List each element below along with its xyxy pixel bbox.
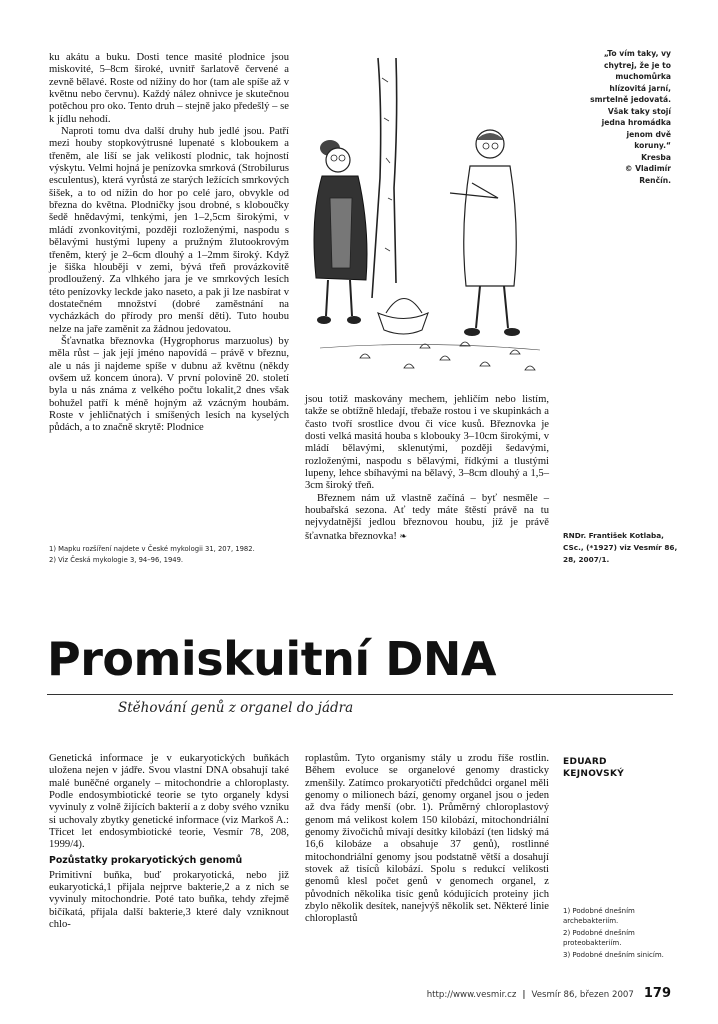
footnote: 2) Viz Česká mykologie 3, 94–96, 1949. <box>49 556 184 564</box>
paragraph: Šťavnatka březnovka (Hygrophorus marzuolus) by měla růst – jak její jméno napovídá – právě v březnu, ale u nás ji najdeme spíše v dubnu až květnu (někdy ovšem už koncem února). V první polovině 20. století byla u nás známa z velkého počtu lokalit,2 dnes však bohužel patří k méně hojným až vzácným houbám. Roste v jehličnatých i smíšených lesích na kyselých půdách, a to značně skrytě: Plodnice <box>49 335 289 434</box>
paragraph: roplastům. Tyto organismy stály u zrodu říše rostlin. Během evoluce se organelové genomy drasticky zmenšily. Zatímco prokaryotičtí předchůdci organel měli genomy o milionech bází, genomy organel jsou o jeden až dva řády menší (obr. 1). Průměrný chloroplastový genom má velikost kolem 150 kilobází, mitochondriální genomy živočichů mívají desítky kilobází (ten lidský má 16,6 kilobáze a obsahuje 37 genů), rostlinné mitochondriální genomy jsou podstatně větší a dosahují stovek až tisíců kilobází. Spolu s redukcí velikosti genomů klesl počet genů v genomech organel, z původních několika tisíc genů kódujících proteiny jich zbylo několik desítek, nanejvýš několik set. Některé linie chloroplastů <box>305 753 549 925</box>
side-note: 1) Podobné dnešním archebakteriím. <box>563 907 635 925</box>
caption-line: jenom dvě <box>626 129 671 139</box>
author-note-line: 28, 2007/1. <box>563 555 610 564</box>
cartoon-drawing <box>300 48 550 388</box>
footer-separator: | <box>522 990 526 1000</box>
paragraph <box>305 493 549 543</box>
article-title: Promiskuitní DNA <box>47 632 496 686</box>
author-note-line: RNDr. František Kotlaba, <box>563 531 664 540</box>
top-column-left <box>49 52 289 435</box>
page-number: 179 <box>643 986 671 1001</box>
caption-line: koruny.“ <box>634 141 671 150</box>
title-rule <box>47 694 673 695</box>
side-notes <box>563 906 673 960</box>
article-column-left <box>49 753 289 931</box>
caption-line: Renčín. <box>639 175 671 185</box>
caption-line: chytrej, že je to <box>604 60 671 70</box>
footer-url[interactable]: http://www.vesmir.cz <box>426 990 517 1000</box>
article-subtitle: Stěhování genů z organel do jádra <box>118 700 354 716</box>
paragraph: jsou totiž maskovány mechem, jehličím nebo listím, takže se obtížně hledají, třebaže rostou i ve skupinkách a často tvoří srostlice dvou či více kusů. Březnovka je dosti velká masitá houba s klobouky 3–10cm širokými, v mládí bělavými, sklenutými, později šedavými, rozloženými, naspodu s bělavými, řídkými a tlustými lupeny, lehce sbíhavými na bělavý, 3–8cm dlouhý a 1,5–3cm široký třeň. <box>305 394 549 492</box>
article-column-middle <box>305 753 549 926</box>
side-note: 2) Podobné dnešním proteobakteriím. <box>563 929 635 947</box>
caption-line: © Vladimír <box>624 164 671 173</box>
cartoon-illustration <box>300 48 550 388</box>
author-last-name: KEJNOVSKÝ <box>563 769 625 779</box>
top-column-middle <box>305 394 549 543</box>
caption-line: smrtelně jedovatá. <box>590 95 671 104</box>
caption-line: hlízovitá jarní, <box>609 83 671 93</box>
author-note-line: CSc., (*1927) viz Vesmír 86, <box>563 543 678 552</box>
paragraph: ku akátu a buku. Dosti tence masité plodnice jsou miskovité, 5–8cm široké, uvnitř šarlatově červené a zevně bělavé. Roste od nížiny do hor (tam ale spíše až v květnu nebo červnu). Každý nález ohnivce je skutečnou potěchou pro oko. Tento druh – stejně jako předešlý – se k jídlu nehodí. <box>49 52 289 125</box>
footnote: 1) Mapku rozšíření najdete v České mykologii 31, 207, 1982. <box>49 545 255 553</box>
paragraph: Naproti tomu dva další druhy hub jedlé jsou. Patří mezi houby stopkovýtrusné lupenaté s kloboukem a třeněm, ale liší se jak velikostí plodnic, tak hojností výskytu. Velmi hojná je penízovka smrková (Strobilurus esculentus), která vyrůstá ze starých ležících smrkových šišek, a to od nížin do hor po celé jaro, obvykle od března do května. Plodničky jsou drobné, s kloboučky šedě hnědavými, tenkými, jen 1–2,5cm širokými, v mládí zvonkovitými, později rozloženými, naspodu s bělavými hustými lupeny a pružným žlutookrovým třeněm, který je 2–6cm dlouhý a 1–2mm široký. Když je šiška hlouběji v zemi, bývá třeň provázkovitě prodloužený. Za vlhkého jara je ve smrkových lesích této penízovky leckde jako naseto, a pak ji lze nasbírat v dostatečném množství (dobré zaměstnání na vycházkách do přírody pro menší děti). Tuto houbu nelze na jaře zaměnit za žádnou jedovatou. <box>49 126 289 335</box>
caption-line: Kresba <box>641 152 671 162</box>
side-note: 3) Podobné dnešním sinicím. <box>563 951 664 959</box>
author-note <box>563 530 693 566</box>
article-author <box>563 756 624 780</box>
caption-line: Však taky stojí <box>607 106 671 116</box>
caption-line: muchomůrka <box>615 72 671 81</box>
paragraph: Primitivní buňka, buď prokaryotická, nebo již eukaryotická,1 přijala nejprve bakterie,2 a z nich se vyvinuly mitochondrie. Poté tato buňka, tehdy zřejmě bičíkatá, přijala další bakterie,3 které daly vzniknout chlo- <box>49 869 289 931</box>
caption-line: jedna hromádka <box>601 118 671 127</box>
paragraph-text: Březnem nám už vlastně začíná – byť nesměle – houbařská sezona. Ať tedy máte štěstí právě na tu nejvydatnější jedlou březnovou houbu, jíž je právě šťavnatka březnovka! <box>305 492 549 542</box>
caption-line: „To vím taky, vy <box>603 49 671 58</box>
footnotes <box>49 544 299 566</box>
page-footer <box>427 986 671 1001</box>
cartoon-caption <box>551 48 671 186</box>
author-first-name: EDUARD <box>563 757 607 767</box>
end-mark-icon: ❧ <box>399 530 408 541</box>
paragraph: Genetická informace je v eukaryotických buňkách uložena nejen v jádře. Svou vlastní DNA obsahují také malé buněčné organely – mitochondrie a chloroplasty. Podle endosymbiotické teorie se tyto organely kdysi vyvinuly z volně žijících bakterií a z doby svého vzniku si uchovaly zbytky genetické informace (viz Markoš A.: Třicet let endosymbiotické teorie, Vesmír 78, 208, 1999/4). <box>49 753 289 851</box>
section-heading: Pozůstatky prokaryotických genomů <box>49 854 243 866</box>
footer-issue: Vesmír 86, březen 2007 <box>531 990 634 1000</box>
